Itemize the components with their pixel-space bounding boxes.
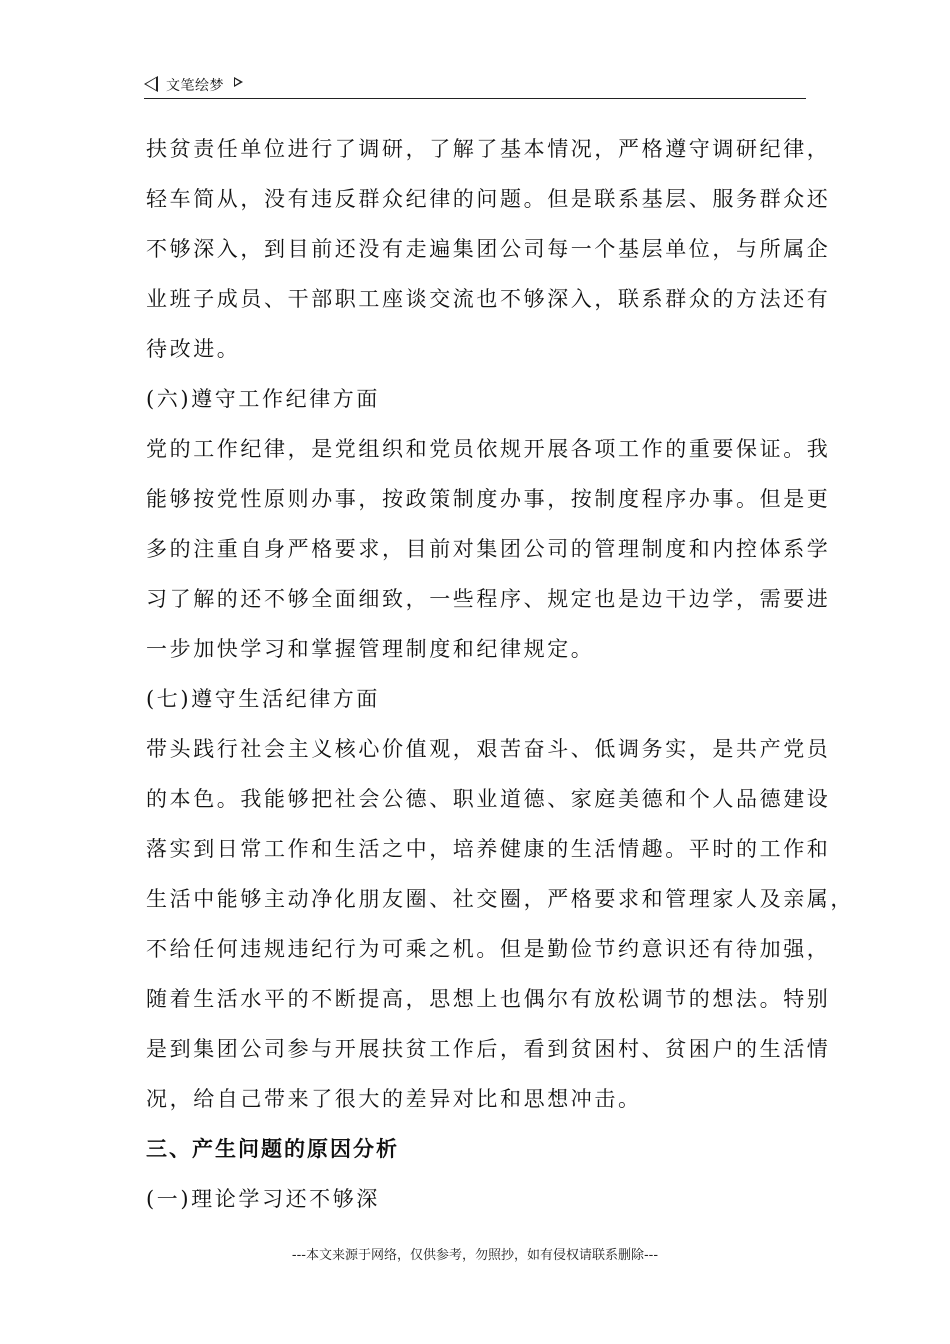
text-line: 带头践行社会主义核心价值观，艰苦奋斗、低调务实，是共产党员 (146, 737, 831, 761)
text-line: 况，给自己带来了很大的差异对比和思想冲击。 (146, 1087, 642, 1111)
right-triangle-icon (234, 77, 243, 87)
header-title: 文笔绘梦 (166, 78, 224, 94)
text-line: 一步加快学习和掌握管理制度和纪律规定。 (146, 637, 595, 661)
text-line: 党的工作纪律，是党组织和党员依规开展各项工作的重要保证。我 (146, 437, 831, 461)
text-line: 生活中能够主动净化朋友圈、社交圈，严格要求和管理家人及亲属， (146, 887, 854, 911)
text-line: 多的注重自身严格要求，目前对集团公司的管理制度和内控体系学 (146, 537, 831, 561)
text-line: 待改进。 (146, 337, 241, 361)
text-line: 习了解的还不够全面细致，一些程序、规定也是边干边学，需要进 (146, 587, 831, 611)
text-line: 不给任何违规违纪行为可乘之机。但是勤俭节约意识还有待加强， (146, 937, 831, 961)
text-line: 的本色。我能够把社会公德、职业道德、家庭美德和个人品德建设 (146, 787, 831, 811)
text-line: 能够按党性原则办事，按政策制度办事，按制度程序办事。但是更 (146, 487, 831, 511)
text-line: (六)遵守工作纪律方面 (146, 387, 380, 411)
text-line: 扶贫责任单位进行了调研，了解了基本情况，严格遵守调研纪律， (146, 137, 831, 161)
text-line: 业班子成员、干部职工座谈交流也不够深入，联系群众的方法还有 (146, 287, 831, 311)
text-line: (七)遵守生活纪律方面 (146, 687, 380, 711)
text-line: 随着生活水平的不断提高，思想上也偶尔有放松调节的想法。特别 (146, 987, 831, 1011)
page-header (144, 72, 806, 99)
footer-disclaimer: ---本文来源于网络，仅供参考，勿照抄，如有侵权请联系删除--- (291, 1248, 659, 1263)
document-body (146, 124, 854, 1224)
text-line: 不够深入，到目前还没有走遍集团公司每一个基层单位，与所属企 (146, 237, 831, 261)
text-line: (一)理论学习还不够深 (146, 1187, 380, 1211)
text-line: 是到集团公司参与开展扶贫工作后，看到贫困村、贫困户的生活情 (146, 1037, 831, 1061)
section-heading: 三、产生问题的原因分析 (146, 1137, 399, 1161)
text-line: 轻车简从，没有违反群众纪律的问题。但是联系基层、服务群众还 (146, 187, 831, 211)
left-triangle-icon (144, 76, 158, 92)
text-line: 落实到日常工作和生活之中，培养健康的生活情趣。平时的工作和 (146, 837, 831, 861)
